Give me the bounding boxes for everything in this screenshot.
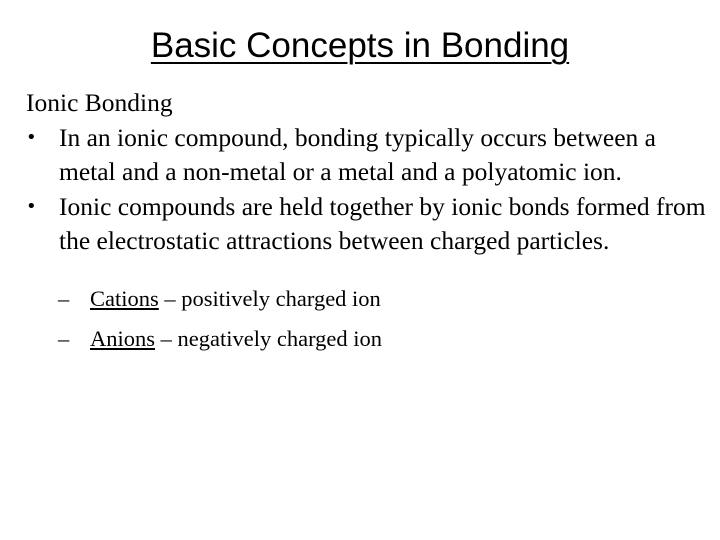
slide-title-text: Basic Concepts in Bonding bbox=[150, 26, 570, 65]
slide-body bbox=[26, 86, 706, 359]
sub-bullet-item bbox=[58, 319, 720, 359]
dash-marker: – bbox=[58, 285, 70, 311]
bullet-item bbox=[26, 121, 706, 190]
term-cations: Cations bbox=[90, 285, 159, 311]
bullet-item bbox=[26, 190, 706, 259]
term-definition: – negatively charged ion bbox=[155, 325, 383, 351]
bullet-dot-icon: • bbox=[26, 126, 37, 148]
bullet-text: Ionic compounds are held together by ionic bonds formed from the electrostatic attractions between charged particles. bbox=[59, 191, 706, 255]
term-anions: Anions bbox=[90, 325, 156, 351]
slide-title bbox=[0, 22, 720, 70]
bullet-dot-icon: • bbox=[26, 195, 37, 217]
sub-bullet-item bbox=[58, 279, 720, 319]
dash-marker: – bbox=[58, 325, 70, 351]
term-definition: – positively charged ion bbox=[158, 285, 381, 311]
sub-bullet-list bbox=[26, 279, 706, 359]
section-heading: Ionic Bonding bbox=[26, 88, 173, 117]
bullet-text: In an ionic compound, bonding typically occurs between a metal and a non-metal or a metal and a polyatomic ion. bbox=[59, 122, 656, 186]
